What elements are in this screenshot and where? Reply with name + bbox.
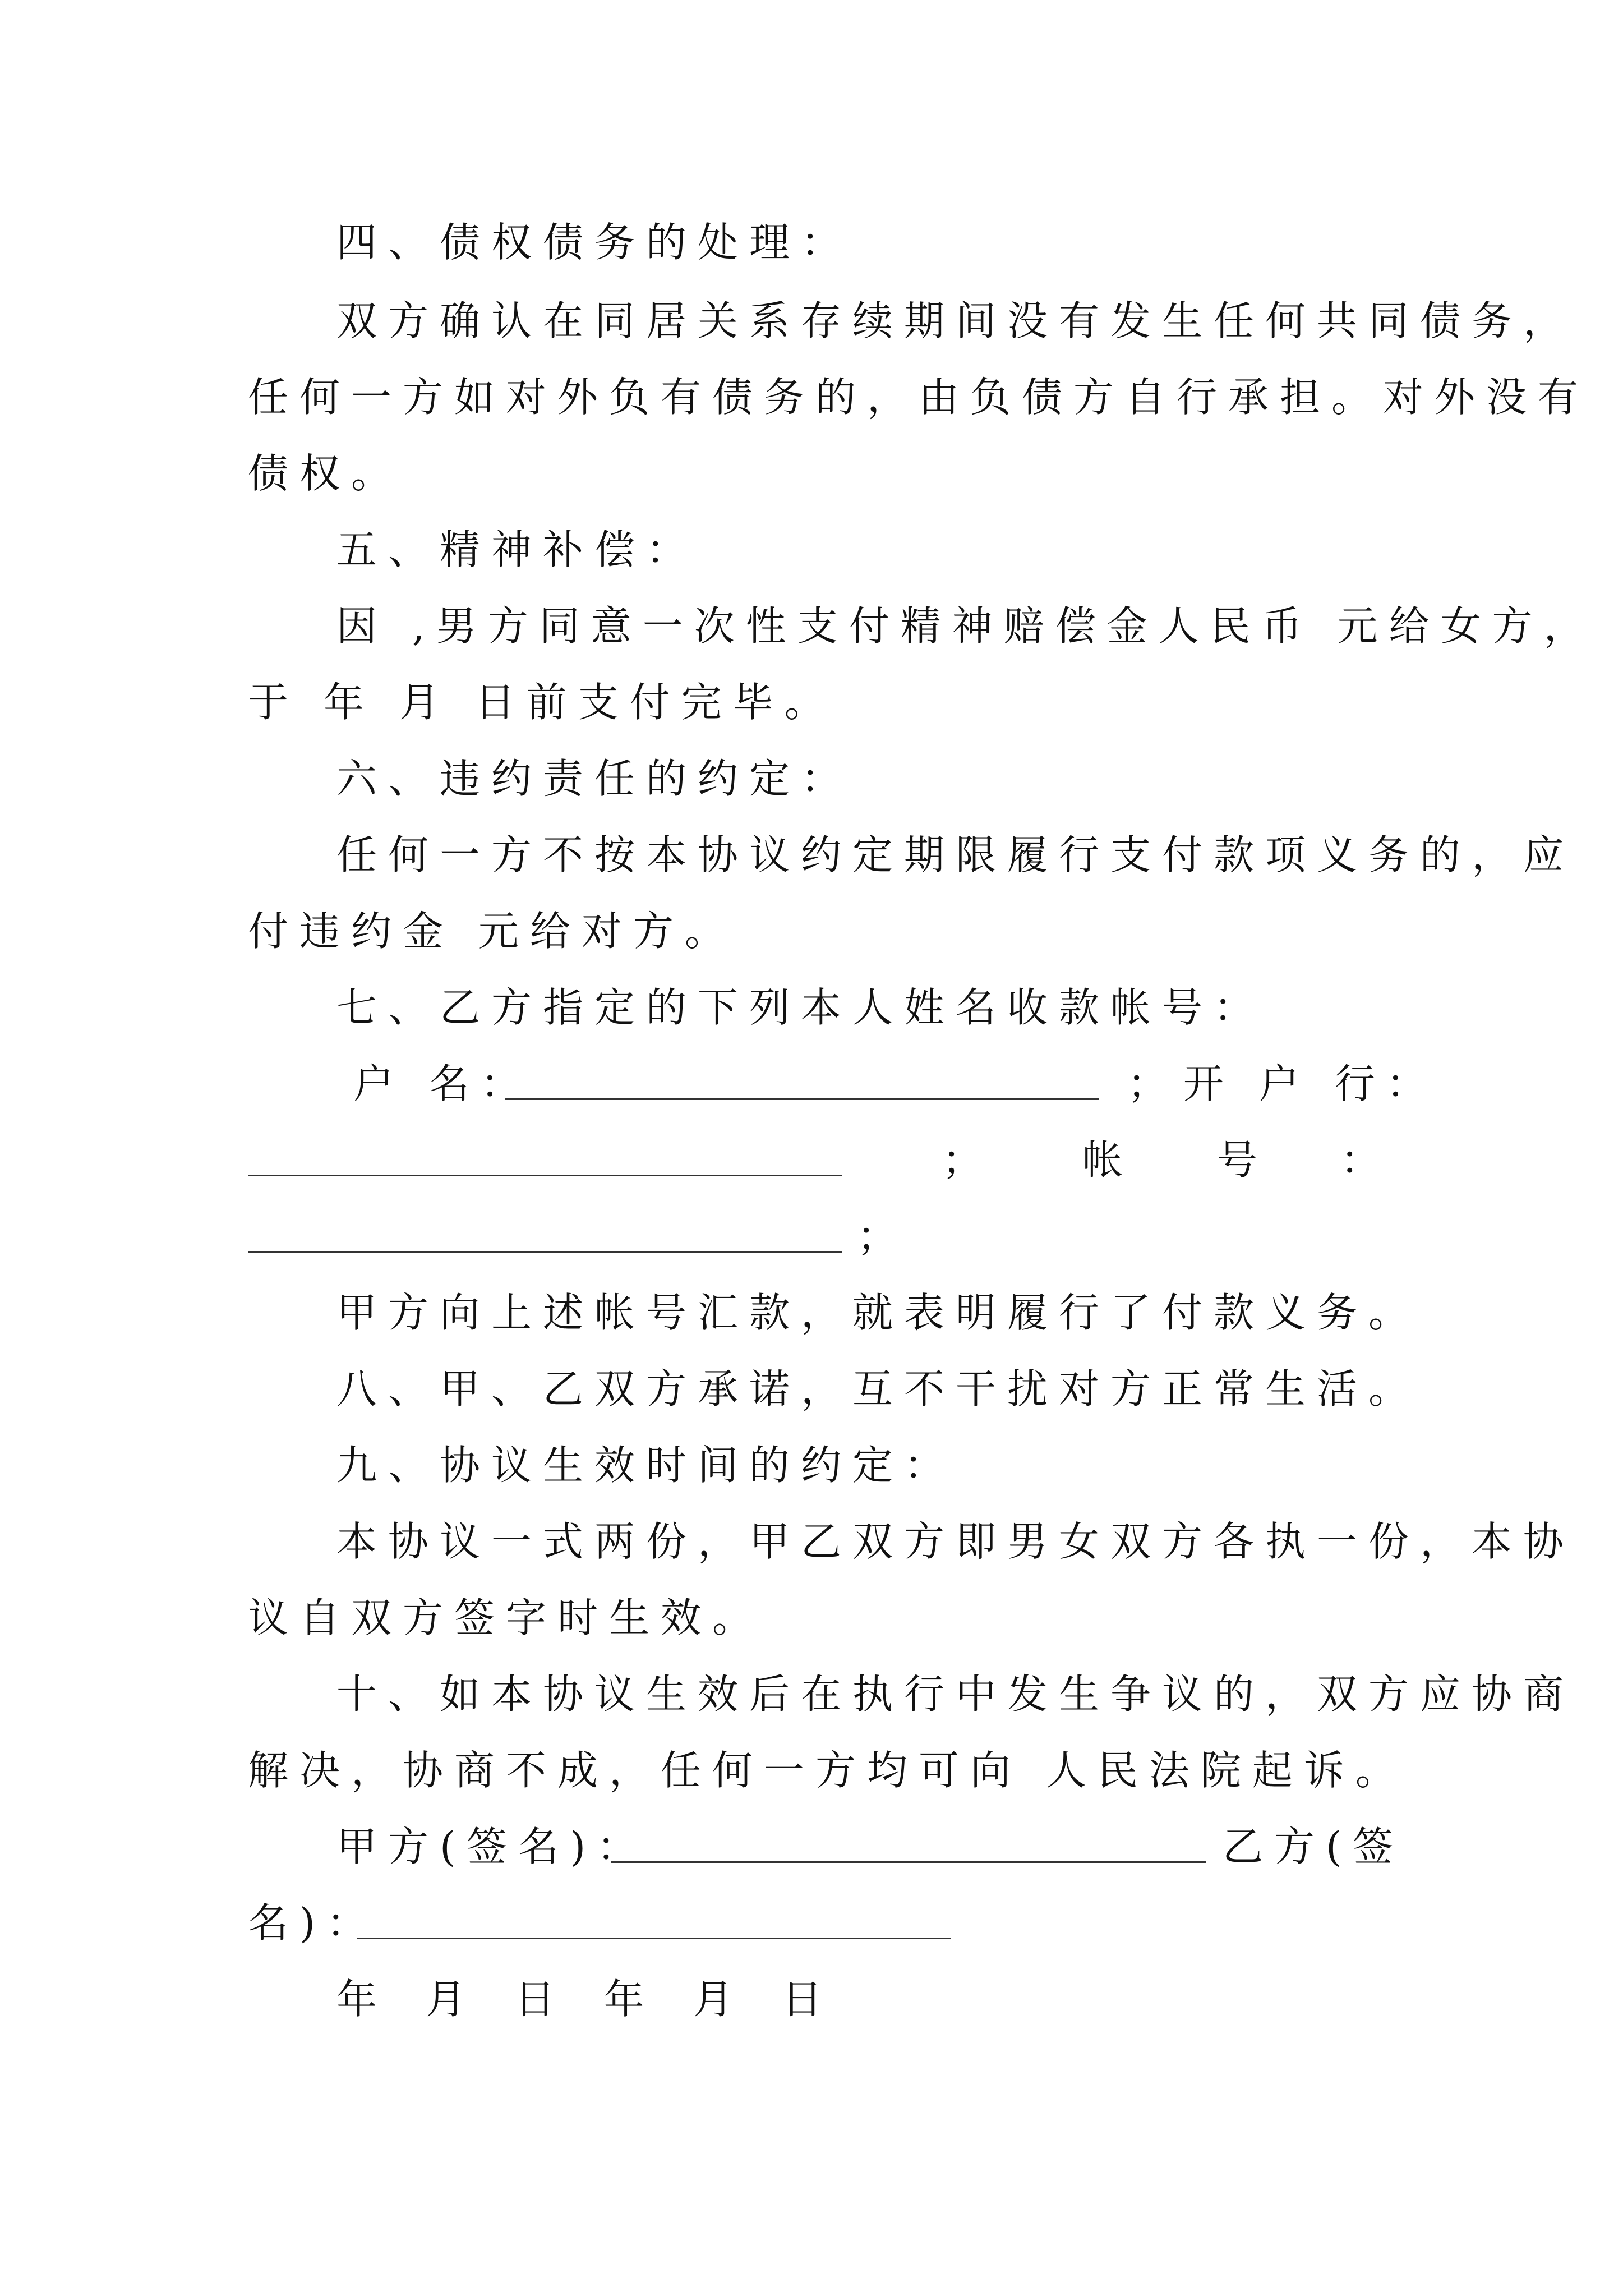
section-5-paragraph-line: 因 ,男方同意一次性支付精神赔偿金人民币 元给女方， [336, 602, 1596, 650]
section-9-heading: 九、协议生效时间的约定： [336, 1442, 956, 1489]
separator: ； [942, 1137, 994, 1184]
section-4-paragraph-line: 任何一方如对外负有债务的，由负债方自行承担。对外没有 [248, 374, 1590, 421]
separator: ； [1127, 1060, 1179, 1107]
party-b-signature-blank [357, 1901, 951, 1939]
section-7-heading: 七、乙方指定的下列本人姓名收款帐号： [336, 984, 1266, 1031]
section-6-heading: 六、违约责任的约定： [336, 755, 853, 802]
section-8-line: 八、甲、乙双方承诺，互不干扰对方正常生活。 [336, 1365, 1421, 1412]
bank-name-blank [248, 1138, 842, 1176]
section-4-paragraph-line: 债权。 [248, 450, 403, 497]
section-6-paragraph-line: 任何一方不按本协议约定期限履行支付款项义务的，应 [336, 831, 1575, 878]
party-a-signature-blank [611, 1824, 1206, 1863]
section-4-heading: 四、债权债务的处理： [336, 219, 853, 266]
account-number-blank [248, 1214, 842, 1253]
signature-dates: 年 月 日 年 月 日 [336, 1976, 834, 2023]
account-number-label: 帐 [1082, 1137, 1135, 1184]
account-number-colon: ： [1340, 1137, 1393, 1184]
bank-label: 开 户 行： [1183, 1060, 1438, 1107]
section-4-paragraph-line: 双方确认在同居关系存续期间没有发生任何共同债务， [336, 297, 1575, 344]
section-10-paragraph-line: 十、如本协议生效后在执行中发生争议的，双方应协商 [336, 1671, 1575, 1718]
section-7-paragraph-line: 甲方向上述帐号汇款，就表明履行了付款义务。 [336, 1289, 1421, 1336]
section-9-paragraph-line: 本协议一式两份，甲乙双方即男女双方各执一份，本协 [336, 1518, 1575, 1565]
section-9-paragraph-line: 议自双方签字时生效。 [248, 1594, 764, 1641]
section-10-paragraph-line: 解决，协商不成，任何一方均可向 人民法院起诉。 [248, 1747, 1407, 1794]
section-5-paragraph-line: 于 年 月 日前支付完毕。 [248, 679, 836, 726]
account-name-blank [505, 1061, 1099, 1100]
account-number-label: 号 [1217, 1137, 1269, 1184]
party-b-signature-label: 名)： [248, 1899, 379, 1947]
section-6-paragraph-line: 付违约金 元给对方。 [248, 908, 736, 955]
party-b-signature-label: 乙方(签 [1223, 1823, 1405, 1870]
account-name-label: 户 名： [353, 1060, 532, 1107]
separator: ； [857, 1213, 909, 1260]
section-5-heading: 五、精神补偿： [336, 526, 698, 573]
party-a-signature-label: 甲方(签名)： [336, 1823, 649, 1870]
